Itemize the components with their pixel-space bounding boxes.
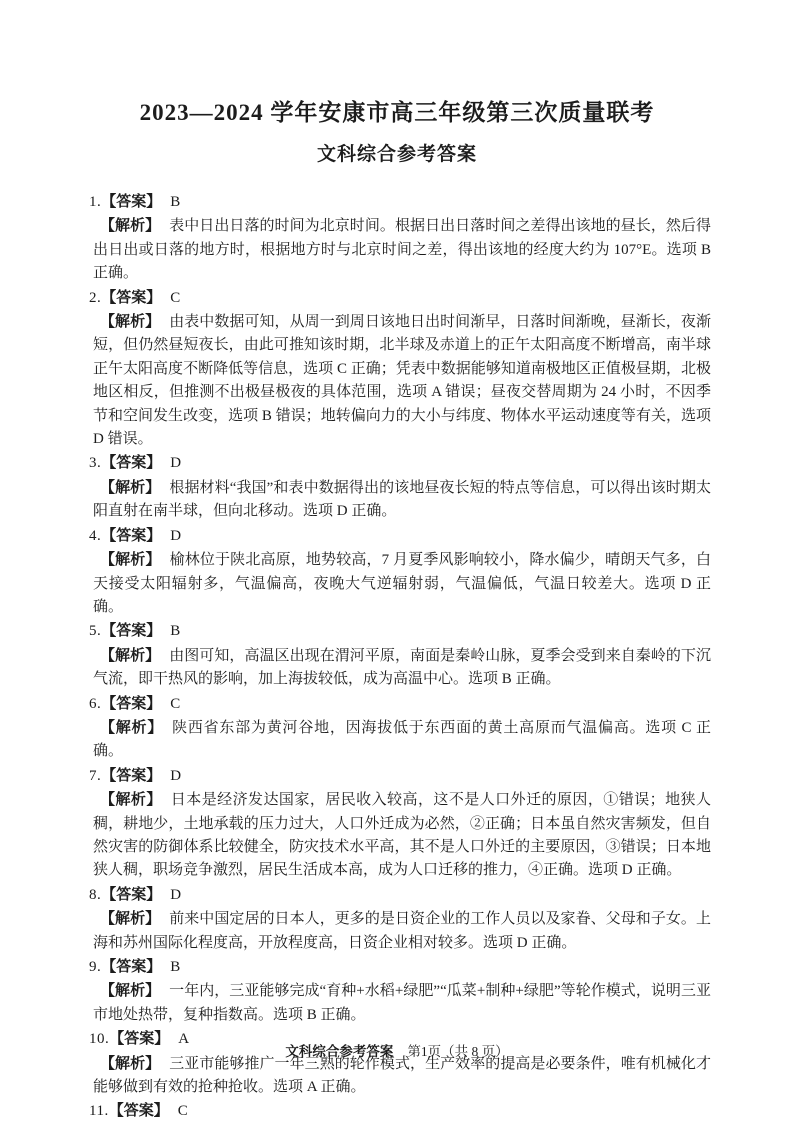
- answer-item-10: [89, 1027, 711, 1099]
- item-number: 4.: [89, 527, 102, 544]
- item-number: 6.: [89, 695, 102, 712]
- answer-letter: D: [170, 767, 182, 784]
- analysis-text: 陕西省东部为黄河谷地，因海拔低于东西面的黄土高原而气温偏高。选项 C 正确。: [93, 719, 711, 760]
- answer-line: [89, 619, 711, 643]
- analysis-text: 由图可知，高温区出现在渭河平原，南面是秦岭山脉，夏季会受到来自秦岭的下沉气流，即干热风的影响，加上海拔较低，成为高温中心。选项 B 正确。: [93, 647, 711, 688]
- answer-line: [89, 1099, 711, 1123]
- analysis-paragraph: [93, 310, 711, 451]
- item-number: 3.: [89, 455, 102, 472]
- answer-letter: C: [170, 289, 181, 306]
- answer-letter: A: [178, 1031, 190, 1048]
- answer-label: 【答案】: [101, 454, 162, 472]
- analysis-paragraph: [93, 907, 711, 955]
- item-number: 8.: [89, 886, 102, 903]
- footer-page-number: 第1页（共 8 页）: [407, 1044, 509, 1059]
- analysis-label: 【解析】: [100, 982, 161, 1000]
- analysis-text: 一年内，三亚能够完成“育种+水稻+绿肥”“瓜菜+制种+绿肥”等轮作模式，说明三亚市地处热带，复种指数高。选项 B 正确。: [93, 983, 711, 1023]
- analysis-label: 【解析】: [100, 217, 161, 235]
- answer-item-5: [89, 619, 711, 691]
- analysis-label: 【解析】: [100, 1054, 161, 1072]
- answer-letter: B: [170, 194, 181, 210]
- answer-label: 【答案】: [101, 885, 162, 903]
- answer-line: [89, 286, 711, 310]
- analysis-paragraph: [93, 644, 711, 692]
- page-title: 2023—2024 学年安康市高三年级第三次质量联考: [139, 100, 655, 125]
- answer-list: [89, 190, 711, 1123]
- answer-label: 【答案】: [101, 288, 162, 306]
- answer-label: 【答案】: [101, 958, 162, 975]
- answer-item-11: [89, 1099, 711, 1123]
- analysis-label: 【解析】: [100, 646, 161, 664]
- answer-label: 【答案】: [108, 1102, 169, 1120]
- answer-label: 【答案】: [101, 766, 162, 784]
- answer-item-3: [89, 451, 711, 523]
- answer-letter: B: [170, 623, 181, 640]
- item-number: 2.: [89, 289, 102, 306]
- item-number: 7.: [89, 767, 102, 784]
- analysis-paragraph: [93, 548, 711, 619]
- answer-letter: D: [170, 455, 182, 472]
- page-subtitle: 文科综合参考答案: [316, 144, 477, 165]
- answer-label: 【答案】: [101, 622, 162, 640]
- answer-label: 【答案】: [109, 1030, 170, 1048]
- answer-line: [89, 451, 711, 475]
- answer-item-9: [89, 955, 711, 1027]
- answer-item-6: [89, 692, 711, 764]
- analysis-text: 根据材料“我国”和表中数据得出的该地昼夜长短的特点等信息，可以得出该时期太阳直射在南半球，但向北移动。选项 D 正确。: [93, 479, 711, 520]
- answer-letter: B: [170, 959, 181, 975]
- answer-item-2: [89, 286, 711, 452]
- analysis-paragraph: [93, 979, 711, 1027]
- answer-line: [89, 190, 711, 214]
- analysis-text: 表中日出日落的时间为北京时间。根据日出日落时间之差得出该地的昼长，然后得出日出或日落的地方时，根据地方时与北京时间之差，得出该地的经度大约为 107°E。选项 B 正确。: [93, 218, 711, 282]
- analysis-paragraph: [93, 716, 711, 764]
- answer-label: 【答案】: [101, 526, 162, 544]
- analysis-label: 【解析】: [100, 718, 164, 736]
- answer-letter: D: [170, 886, 182, 903]
- analysis-label: 【解析】: [100, 313, 161, 331]
- analysis-paragraph: [93, 788, 711, 883]
- answer-letter: D: [170, 527, 182, 544]
- analysis-text: 前来中国定居的日本人，更多的是日资企业的工作人员以及家眷、父母和子女。上海和苏州国际化程度高，开放程度高，日资企业相对较多。选项 D 正确。: [93, 911, 711, 951]
- answer-line: [89, 764, 711, 788]
- analysis-label: 【解析】: [100, 791, 162, 809]
- analysis-text: 由表中数据可知，从周一到周日该地日出时间渐早，日落时间渐晚，昼渐长，夜渐短，但仍然昼短夜长，由此可推知该时期，北半球及赤道上的正午太阳高度不断增高，南半球正午太阳高度不断降低等信息，选项 C 正确；凭表中数据能够知道南极地区正值极昼期，北极地区相反，但推测不出极昼极夜的具体范围，选项 A 错误；昼夜交替周期为 24 小时，不因季节和空间发生改变，选项 B 错误；地转偏向力的大小与纬度、物体水平运动速度等有关，选项 D 错误。: [93, 314, 711, 448]
- analysis-paragraph: [93, 214, 711, 285]
- analysis-label: 【解析】: [100, 551, 161, 569]
- analysis-label: 【解析】: [100, 910, 161, 928]
- answer-item-1: [89, 190, 711, 286]
- analysis-label: 【解析】: [100, 478, 161, 496]
- item-number: 1.: [89, 194, 102, 210]
- analysis-text: 榆林位于陕北高原，地势较高，7 月夏季风影响较小，降水偏少，晴朗天气多，白天接受太阳辐射多，气温偏高，夜晚大气逆辐射弱，气温偏低，气温日较差大。选项 D 正确。: [93, 552, 711, 615]
- answer-label: 【答案】: [101, 193, 162, 210]
- answer-line: [89, 955, 711, 979]
- item-number: 9.: [89, 959, 102, 975]
- answer-letter: C: [177, 1103, 188, 1120]
- analysis-paragraph: [93, 476, 711, 524]
- analysis-text: 三亚市能够推广一年三熟的轮作模式，生产效率的提高是必要条件，唯有机械化才能够做到有效的抢种抢收。选项 A 正确。: [93, 1055, 711, 1096]
- answer-label: 【答案】: [101, 694, 162, 712]
- item-number: 11.: [89, 1103, 109, 1120]
- answer-line: [89, 692, 711, 716]
- answer-line: [89, 524, 711, 548]
- page-footer: [0, 1040, 794, 1060]
- answer-letter: C: [170, 695, 181, 712]
- item-number: 5.: [89, 623, 102, 640]
- item-number: 10.: [89, 1031, 110, 1048]
- answer-line: [89, 883, 711, 907]
- answer-item-4: [89, 524, 711, 620]
- footer-doc-name: 文科综合参考答案: [285, 1044, 394, 1059]
- analysis-text: 日本是经济发达国家，居民收入较高，这不是人口外迁的原因，①错误；地狭人稠，耕地少，土地承载的压力过大，人口外迁成为必然，②正确；日本虽自然灾害频发，但自然灾害的防御体系比较健全，防灾技术水平高，其不是人口外迁的主要原因，③错误；日本地狭人稠，职场竞争激烈，居民生活成本高，成为人口迁移的推力，④正确。选项 D 正确。: [93, 792, 711, 879]
- answer-item-8: [89, 883, 711, 955]
- answer-item-7: [89, 764, 711, 883]
